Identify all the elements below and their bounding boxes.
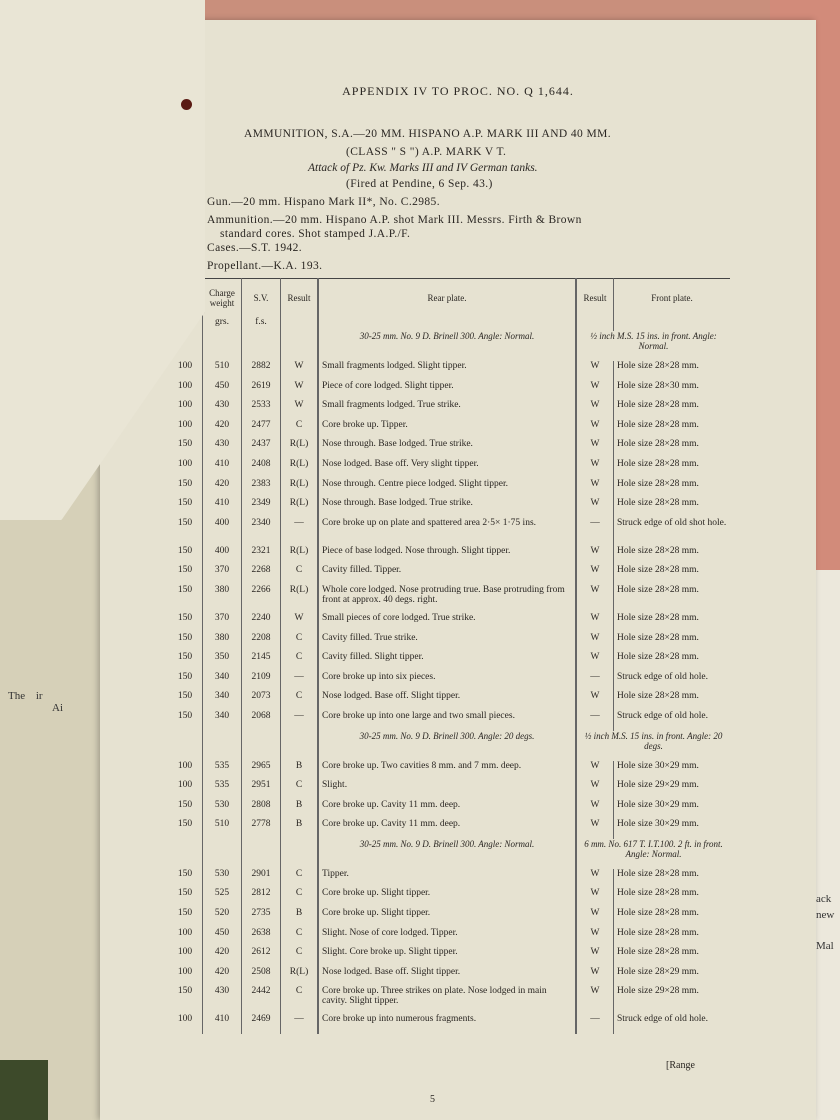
rear-result-cell: R(L) (281, 498, 319, 518)
charge-cell: 535 (203, 761, 242, 781)
sv-cell: 2612 (242, 947, 281, 967)
unit-cell (281, 317, 319, 331)
rear-plate-cell: Piece of core lodged. Slight tipper. (318, 381, 576, 401)
rear-result-cell: C (281, 928, 319, 948)
group-header-row (168, 331, 730, 361)
fired-subtitle: (Fired at Pendine, 6 Sep. 43.) (346, 178, 493, 190)
rear-result-cell: C (281, 565, 319, 585)
units-row (168, 317, 730, 331)
table-row (168, 711, 730, 731)
front-result-cell: W (576, 546, 614, 566)
group-header-row (168, 839, 730, 869)
range-cell: 150 (168, 652, 203, 672)
blank-cell (242, 731, 281, 761)
range-cell: 150 (168, 908, 203, 928)
rear-result-cell: R(L) (281, 479, 319, 499)
front-plate-cell: Hole size 28×28 mm. (617, 439, 699, 450)
front-result-cell: W (576, 761, 614, 781)
sv-cell: 2340 (242, 518, 281, 546)
unit-cell: grs. (203, 317, 242, 331)
front-result-cell: W (576, 800, 614, 820)
margin-text-left-2: ir (35, 690, 43, 702)
table-row (168, 869, 730, 889)
front-plate-cell: Hole size 28×30 mm. (617, 380, 699, 391)
rear-plate-cell: Nose lodged. Base off. Very slight tipper. (318, 459, 576, 479)
sv-cell: 2638 (242, 928, 281, 948)
front-plate-cell: Hole size 28×28 mm. (617, 400, 699, 411)
cases-line: Cases.—S.T. 1942. (207, 242, 303, 254)
sv-cell: 2812 (242, 888, 281, 908)
front-plate-cell: Hole size 28×28 mm. (617, 908, 699, 919)
rear-plate-group-header: 30-25 mm. No. 9 D. Brinell 300. Angle: Normal. (318, 331, 576, 361)
front-plate-group-header: 6 mm. No. 617 T. I.T.100. 2 ft. in front. Angle: Normal. (584, 838, 723, 859)
table-row (168, 691, 730, 711)
sv-cell: 2408 (242, 459, 281, 479)
attack-subtitle: Attack of Pz. Kw. Marks III and IV German tanks. (308, 162, 538, 174)
rear-result-cell: R(L) (281, 585, 319, 613)
rear-plate-cell: Core broke up. Three strikes on plate. Nose lodged in main cavity. Slight tipper. (318, 986, 576, 1014)
table-row (168, 420, 730, 440)
front-result-cell: W (576, 420, 614, 440)
front-plate-cell: Hole size 30×29 mm. (617, 819, 699, 830)
range-cell: 150 (168, 498, 203, 518)
front-result-cell: W (576, 888, 614, 908)
range-cell: 150 (168, 800, 203, 820)
rear-result-cell: C (281, 888, 319, 908)
front-result-cell: W (576, 479, 614, 499)
front-result-cell: W (576, 459, 614, 479)
charge-cell: 370 (203, 613, 242, 633)
margin-text-right-3: Mal (816, 940, 834, 952)
rear-result-cell: R(L) (281, 459, 319, 479)
charge-cell: 525 (203, 888, 242, 908)
rear-result-cell: R(L) (281, 439, 319, 459)
range-cell: 150 (168, 986, 203, 1014)
blank-cell (281, 839, 319, 869)
rear-result-cell: — (281, 672, 319, 692)
document-page (100, 20, 816, 1120)
range-cell: 100 (168, 1014, 203, 1034)
front-plate-cell: Hole size 29×28 mm. (617, 986, 699, 997)
table-row (168, 888, 730, 908)
sv-cell: 2508 (242, 967, 281, 987)
rear-result-cell: C (281, 947, 319, 967)
rear-plate-cell: Core broke up. Tipper. (318, 420, 576, 440)
margin-text-right-1: ack (816, 893, 832, 905)
sv-cell: 2442 (242, 986, 281, 1014)
ammunition-detail-line-1: Ammunition.—20 mm. Hispano A.P. shot Mark III. Messrs. Firth & Brown (207, 214, 582, 226)
rear-plate-cell: Cavity filled. Slight tipper. (318, 652, 576, 672)
page-title: APPENDIX IV TO PROC. NO. Q 1,644. (342, 84, 574, 98)
range-cell: 150 (168, 633, 203, 653)
table-row (168, 546, 730, 566)
blank-cell (168, 731, 203, 761)
rear-plate-group-header: 30-25 mm. No. 9 D. Brinell 300. Angle: Normal. (318, 839, 576, 869)
rear-result-cell: W (281, 361, 319, 381)
table-row (168, 652, 730, 672)
sv-cell: 2266 (242, 585, 281, 613)
front-result-cell: W (576, 381, 614, 401)
table-row (168, 585, 730, 613)
range-cell: 100 (168, 361, 203, 381)
table-row (168, 400, 730, 420)
table-row (168, 761, 730, 781)
front-result-cell: W (576, 652, 614, 672)
rear-result-cell: B (281, 761, 319, 781)
rear-plate-cell: Nose through. Base lodged. True strike. (318, 498, 576, 518)
front-plate-group-header: ½ inch M.S. 15 ins. in front. Angle: Normal. (590, 331, 717, 351)
table-row (168, 908, 730, 928)
col-result-front: Result (576, 279, 614, 318)
charge-cell: 400 (203, 518, 242, 546)
rear-plate-cell: Core broke up. Cavity 11 mm. deep. (318, 800, 576, 820)
charge-cell: 400 (203, 546, 242, 566)
sv-cell: 2383 (242, 479, 281, 499)
front-plate-cell: Hole size 28×28 mm. (617, 927, 699, 938)
range-cell: 100 (168, 459, 203, 479)
front-result-cell: W (576, 361, 614, 381)
charge-cell: 450 (203, 381, 242, 401)
front-result-cell: W (576, 400, 614, 420)
punch-hole (181, 99, 192, 110)
col-front-plate: Front plate. (614, 279, 731, 318)
table-row (168, 819, 730, 839)
table-row (168, 565, 730, 585)
sv-cell: 2349 (242, 498, 281, 518)
range-cell: 150 (168, 479, 203, 499)
front-result-cell: W (576, 908, 614, 928)
front-plate-cell: Hole size 28×28 mm. (617, 652, 699, 663)
sv-cell: 2619 (242, 381, 281, 401)
charge-cell: 350 (203, 652, 242, 672)
charge-cell: 420 (203, 967, 242, 987)
range-cell: 150 (168, 711, 203, 731)
charge-cell: 420 (203, 479, 242, 499)
front-result-cell: W (576, 691, 614, 711)
rear-result-cell: R(L) (281, 967, 319, 987)
front-result-cell: W (576, 633, 614, 653)
rear-plate-cell: Piece of base lodged. Nose through. Slight tipper. (318, 546, 576, 566)
table-row (168, 672, 730, 692)
sv-cell: 2882 (242, 361, 281, 381)
charge-cell: 410 (203, 1014, 242, 1034)
front-plate-cell: Struck edge of old hole. (617, 1014, 709, 1025)
range-cell: 150 (168, 691, 203, 711)
table-body (168, 317, 730, 1034)
blank-cell (168, 839, 203, 869)
front-result-cell: W (576, 613, 614, 633)
sv-cell: 2068 (242, 711, 281, 731)
front-plate-cell: Hole size 28×28 mm. (617, 612, 699, 623)
charge-cell: 430 (203, 439, 242, 459)
rear-result-cell: C (281, 633, 319, 653)
blank-cell (281, 731, 319, 761)
front-result-cell: W (576, 986, 614, 1014)
front-result-cell: W (576, 869, 614, 889)
propellant-line: Propellant.—K.A. 193. (207, 260, 323, 272)
range-cell: 100 (168, 381, 203, 401)
page-number: 5 (430, 1094, 435, 1105)
rear-plate-cell: Nose lodged. Base off. Slight tipper. (318, 967, 576, 987)
sv-cell: 2208 (242, 633, 281, 653)
table-row (168, 479, 730, 499)
sv-cell: 2477 (242, 420, 281, 440)
charge-cell: 430 (203, 400, 242, 420)
rear-result-cell: B (281, 819, 319, 839)
front-plate-cell: Struck edge of old hole. (617, 710, 709, 721)
range-cell: 150 (168, 565, 203, 585)
rear-plate-cell: Core broke up. Two cavities 8 mm. and 7 mm. deep. (318, 761, 576, 781)
range-cell: 100 (168, 761, 203, 781)
front-result-cell: — (576, 518, 614, 546)
front-plate-cell: Hole size 30×29 mm. (617, 760, 699, 771)
unit-cell: f.s. (242, 317, 281, 331)
table-row (168, 1014, 730, 1034)
table-row (168, 518, 730, 546)
charge-cell: 530 (203, 800, 242, 820)
table-row (168, 986, 730, 1014)
rear-plate-cell: Slight. Nose of core lodged. Tipper. (318, 928, 576, 948)
sv-cell: 2808 (242, 800, 281, 820)
margin-text-left-3: Ai (52, 702, 63, 714)
sv-cell: 2533 (242, 400, 281, 420)
rear-plate-cell: Small pieces of core lodged. True strike. (318, 613, 576, 633)
rear-result-cell: C (281, 652, 319, 672)
rear-result-cell: — (281, 518, 319, 546)
desk-green-object (0, 1060, 48, 1120)
front-plate-cell: Hole size 28×28 mm. (617, 478, 699, 489)
table-row (168, 947, 730, 967)
sv-cell: 2073 (242, 691, 281, 711)
rear-plate-cell: Core broke up into numerous fragments. (318, 1014, 576, 1034)
front-result-cell: W (576, 439, 614, 459)
charge-cell: 535 (203, 780, 242, 800)
front-plate-cell: Struck edge of old hole. (617, 671, 709, 682)
range-cell: 150 (168, 672, 203, 692)
range-cell: 150 (168, 888, 203, 908)
rear-result-cell: C (281, 869, 319, 889)
rear-result-cell: — (281, 711, 319, 731)
front-plate-cell: Hole size 30×29 mm. (617, 799, 699, 810)
rear-plate-cell: Core broke up into six pieces. (318, 672, 576, 692)
front-plate-cell: Hole size 28×28 mm. (617, 565, 699, 576)
charge-cell: 340 (203, 672, 242, 692)
sv-cell: 2145 (242, 652, 281, 672)
table-row (168, 633, 730, 653)
range-cell: 100 (168, 928, 203, 948)
range-cell: 150 (168, 439, 203, 459)
rear-result-cell: C (281, 420, 319, 440)
table-row (168, 800, 730, 820)
front-result-cell: W (576, 585, 614, 613)
charge-cell: 410 (203, 459, 242, 479)
charge-cell: 340 (203, 711, 242, 731)
rear-plate-cell: Small fragments lodged. Slight tipper. (318, 361, 576, 381)
rear-plate-group-header: 30-25 mm. No. 9 D. Brinell 300. Angle: 20 degs. (318, 731, 576, 761)
range-cell: 100 (168, 400, 203, 420)
front-plate-cell: Hole size 28×29 mm. (617, 966, 699, 977)
sv-cell: 2965 (242, 761, 281, 781)
rear-plate-cell: Slight. Core broke up. Slight tipper. (318, 947, 576, 967)
front-plate-group-header: ½ inch M.S. 15 ins. in front. Angle: 20 degs. (584, 730, 723, 751)
table-row (168, 361, 730, 381)
charge-cell: 520 (203, 908, 242, 928)
table-row (168, 967, 730, 987)
sv-cell: 2951 (242, 780, 281, 800)
sv-cell: 2778 (242, 819, 281, 839)
group-header-row (168, 731, 730, 761)
results-table (168, 278, 730, 1034)
front-plate-cell: Hole size 28×28 mm. (617, 947, 699, 958)
rear-plate-cell: Nose through. Base lodged. True strike. (318, 439, 576, 459)
charge-cell: 450 (203, 928, 242, 948)
sv-cell: 2321 (242, 546, 281, 566)
front-plate-cell: Hole size 28×28 mm. (617, 584, 699, 595)
table-row (168, 780, 730, 800)
front-plate-cell: Hole size 29×29 mm. (617, 780, 699, 791)
unit-cell (614, 317, 731, 331)
rear-plate-cell: Core broke up. Slight tipper. (318, 908, 576, 928)
range-cell: 100 (168, 780, 203, 800)
rear-result-cell: R(L) (281, 546, 319, 566)
sv-cell: 2109 (242, 672, 281, 692)
range-cell: 150 (168, 585, 203, 613)
rear-plate-cell: Cavity filled. Tipper. (318, 565, 576, 585)
range-cell: 100 (168, 947, 203, 967)
col-sv: S.V. (242, 279, 281, 318)
table-row (168, 928, 730, 948)
rear-result-cell: C (281, 986, 319, 1014)
blank-cell (203, 331, 242, 361)
sv-cell: 2437 (242, 439, 281, 459)
front-result-cell: W (576, 928, 614, 948)
charge-cell: 380 (203, 585, 242, 613)
range-cell: 150 (168, 518, 203, 546)
front-result-cell: W (576, 780, 614, 800)
sv-cell: 2735 (242, 908, 281, 928)
rear-plate-cell: Cavity filled. True strike. (318, 633, 576, 653)
charge-cell: 430 (203, 986, 242, 1014)
table-row (168, 498, 730, 518)
ammunition-detail-line-2: standard cores. Shot stamped J.A.P./F. (220, 228, 411, 240)
table-row (168, 613, 730, 633)
rear-result-cell: W (281, 613, 319, 633)
blank-cell (203, 839, 242, 869)
front-plate-cell: Struck edge of old shot hole. (617, 517, 727, 528)
rear-plate-cell: Tipper. (318, 869, 576, 889)
front-plate-cell: Hole size 28×28 mm. (617, 419, 699, 430)
blank-cell (242, 839, 281, 869)
front-plate-cell: Hole size 28×28 mm. (617, 888, 699, 899)
sv-cell: 2268 (242, 565, 281, 585)
blank-cell (242, 331, 281, 361)
gun-line: Gun.—20 mm. Hispano Mark II*, No. C.2985. (207, 196, 440, 208)
front-plate-cell: Hole size 28×28 mm. (617, 632, 699, 643)
front-result-cell: W (576, 967, 614, 987)
ammunition-heading-line-1: AMMUNITION, S.A.—20 MM. HISPANO A.P. MARK III AND 40 MM. (244, 128, 612, 140)
charge-cell: 510 (203, 361, 242, 381)
charge-cell: 420 (203, 947, 242, 967)
sv-cell: 2240 (242, 613, 281, 633)
unit-cell (318, 317, 576, 331)
rear-result-cell: B (281, 800, 319, 820)
rear-plate-cell: Whole core lodged. Nose protruding true. Base protruding from front at approx. 40 degs. right. (318, 585, 576, 613)
col-rear-plate: Rear plate. (318, 279, 576, 318)
front-result-cell: W (576, 498, 614, 518)
rear-plate-cell: Core broke up. Cavity 11 mm. deep. (318, 819, 576, 839)
front-result-cell: W (576, 565, 614, 585)
rear-plate-cell: Slight. (318, 780, 576, 800)
ammunition-heading-line-2: (CLASS " S ") A.P. MARK V T. (346, 146, 507, 158)
rear-plate-cell: Nose lodged. Base off. Slight tipper. (318, 691, 576, 711)
table-row (168, 459, 730, 479)
margin-text-left-1: The (8, 690, 26, 702)
range-cell: 100 (168, 967, 203, 987)
table-row (168, 381, 730, 401)
front-plate-cell: Hole size 28×28 mm. (617, 458, 699, 469)
rear-result-cell: C (281, 780, 319, 800)
rear-plate-cell: Core broke up on plate and spattered area 2·5× 1·75 ins. (318, 518, 576, 546)
charge-cell: 510 (203, 819, 242, 839)
front-plate-cell: Hole size 28×28 mm. (617, 361, 699, 371)
rear-result-cell: W (281, 400, 319, 420)
col-charge-weight: Charge weight (203, 279, 242, 318)
rear-plate-cell: Core broke up into one large and two small pieces. (318, 711, 576, 731)
sv-cell: 2469 (242, 1014, 281, 1034)
range-cell: 100 (168, 420, 203, 440)
front-plate-cell: Hole size 28×28 mm. (617, 545, 699, 556)
rear-result-cell: C (281, 691, 319, 711)
front-plate-cell: Hole size 28×28 mm. (617, 868, 699, 879)
front-result-cell: — (576, 672, 614, 692)
range-cell: 150 (168, 613, 203, 633)
front-result-cell: W (576, 819, 614, 839)
sv-cell: 2901 (242, 869, 281, 889)
charge-cell: 380 (203, 633, 242, 653)
blank-cell (203, 731, 242, 761)
charge-cell: 370 (203, 565, 242, 585)
blank-cell (281, 331, 319, 361)
charge-cell: 530 (203, 869, 242, 889)
margin-text-right-2: new (816, 909, 835, 921)
front-result-cell: W (576, 947, 614, 967)
col-result-rear: Result (281, 279, 319, 318)
rear-result-cell: B (281, 908, 319, 928)
charge-cell: 410 (203, 498, 242, 518)
margin-text-left (8, 690, 63, 714)
range-cell: 150 (168, 546, 203, 566)
charge-cell: 420 (203, 420, 242, 440)
rear-result-cell: W (281, 381, 319, 401)
catchword: [Range (666, 1060, 695, 1071)
front-plate-cell: Hole size 28×28 mm. (617, 498, 699, 509)
rear-plate-cell: Core broke up. Slight tipper. (318, 888, 576, 908)
rear-plate-cell: Small fragments lodged. True strike. (318, 400, 576, 420)
range-cell: 150 (168, 869, 203, 889)
unit-cell (576, 317, 614, 331)
front-plate-cell: Hole size 28×28 mm. (617, 691, 699, 702)
front-result-cell: — (576, 1014, 614, 1034)
front-result-cell: — (576, 711, 614, 731)
charge-cell: 340 (203, 691, 242, 711)
rear-result-cell: — (281, 1014, 319, 1034)
table-row (168, 439, 730, 459)
range-cell: 150 (168, 819, 203, 839)
rear-plate-cell: Nose through. Centre piece lodged. Slight tipper. (318, 479, 576, 499)
